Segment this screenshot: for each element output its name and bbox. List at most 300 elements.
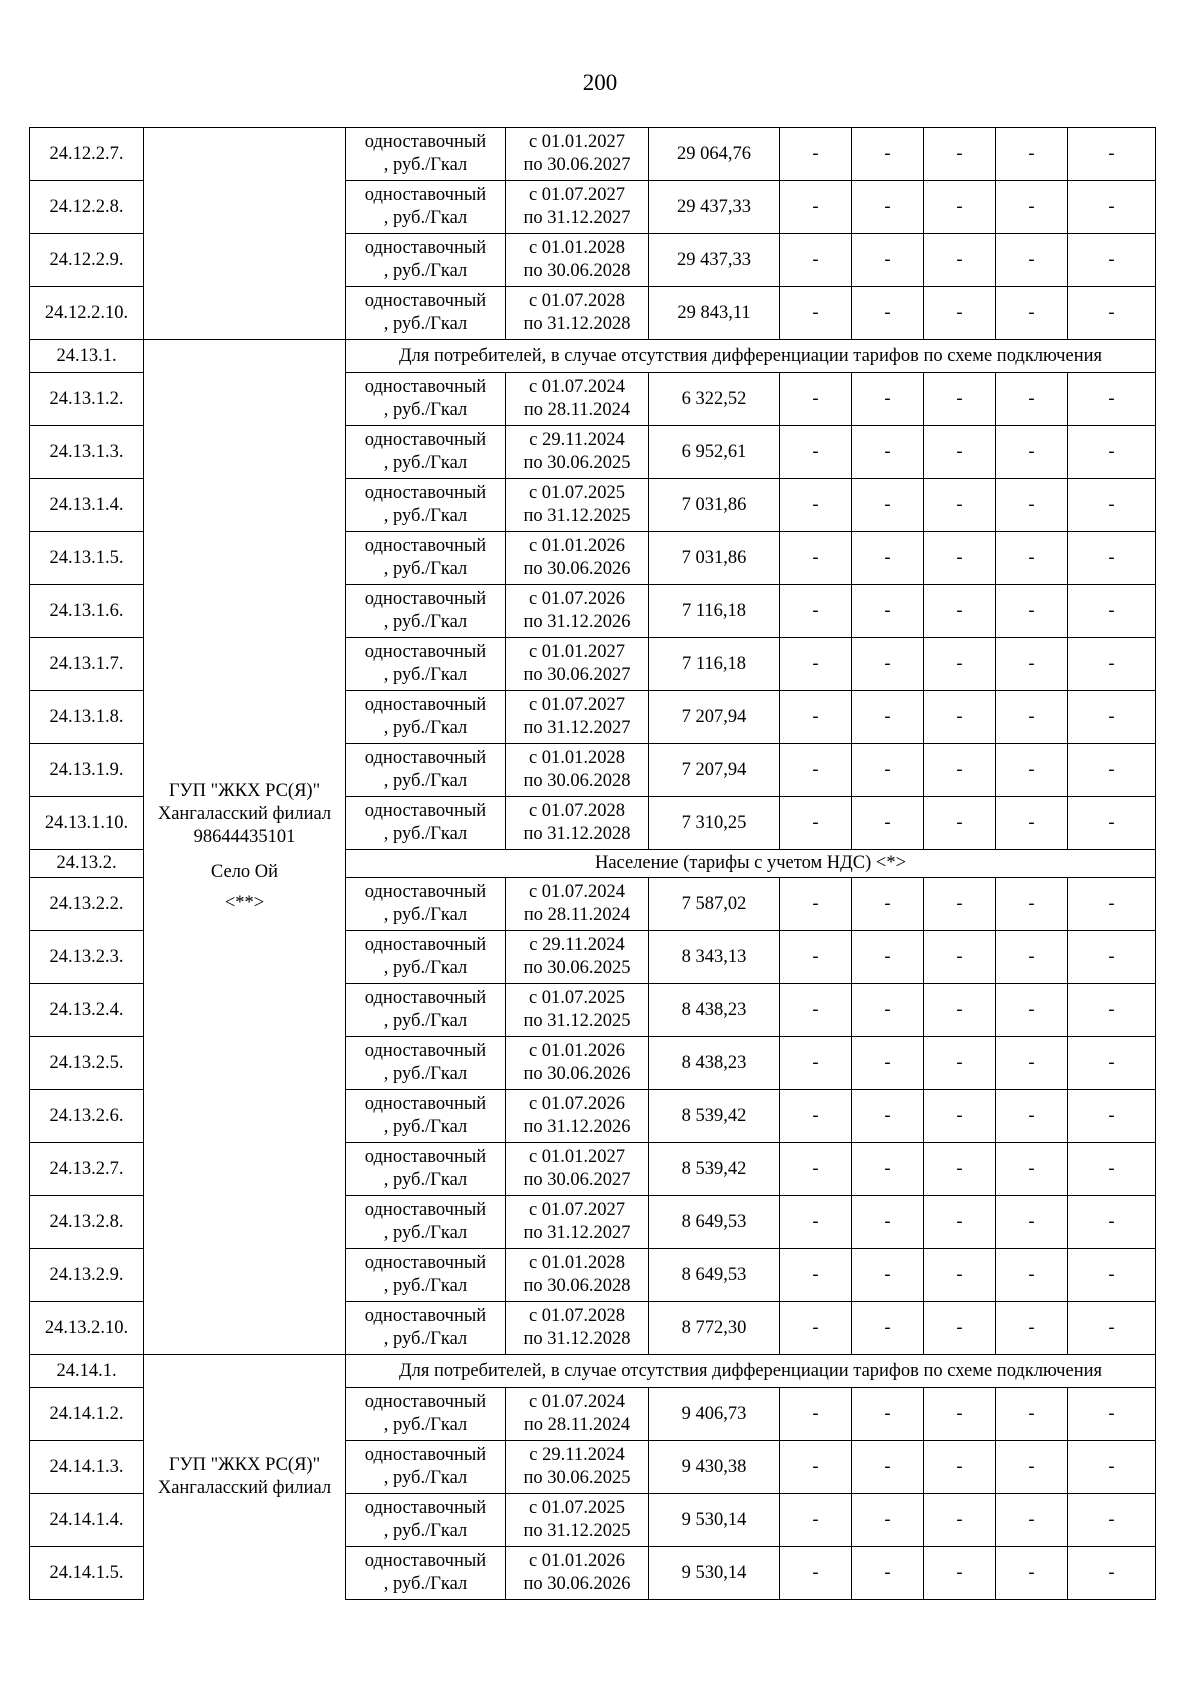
tariff-value: 9 530,14 [649,1547,780,1600]
tariff-type [346,128,506,181]
row-code: 24.12.2.8. [30,181,144,234]
empty-value-cell: - [852,1143,924,1196]
row-code: 24.13.2.5. [30,1037,144,1090]
validity-period [506,373,649,426]
empty-value-cell: - [996,878,1068,931]
tariff-type [346,1388,506,1441]
empty-value-cell: - [780,1090,852,1143]
empty-value-cell: - [852,1196,924,1249]
tariff-unit-text: , руб./Гкал [383,506,468,526]
tariff-type [346,1302,506,1355]
empty-value-cell: - [1068,638,1156,691]
section-title: Население (тарифы с учетом НДС) <*> [346,850,1156,878]
empty-value-cell: - [1068,287,1156,340]
row-code: 24.13.1.9. [30,744,144,797]
footnote-mark: <**> [224,892,265,913]
row-code: 24.14.1.5. [30,1547,144,1600]
tariff-type [346,691,506,744]
empty-value-cell: - [1068,878,1156,931]
empty-value-cell: - [1068,931,1156,984]
tariff-value: 29 064,76 [649,128,780,181]
row-code: 24.13.2.6. [30,1090,144,1143]
tariff-type-text: одноставочный [364,132,487,152]
tariff-value: 8 539,42 [649,1090,780,1143]
period-from: с 01.07.2028 [528,801,626,821]
period-from: с 01.07.2025 [528,988,626,1008]
tariff-value: 9 406,73 [649,1388,780,1441]
row-code: 24.13.1.4. [30,479,144,532]
empty-value-cell: - [924,426,996,479]
empty-value-cell: - [852,1494,924,1547]
empty-value-cell: - [852,287,924,340]
tariff-type [346,1090,506,1143]
period-from: с 01.01.2026 [528,1551,626,1571]
period-from: с 01.07.2025 [528,1498,626,1518]
empty-value-cell: - [1068,1441,1156,1494]
empty-value-cell: - [924,1547,996,1600]
tariff-type [346,931,506,984]
period-from: с 01.07.2027 [528,1200,626,1220]
empty-value-cell: - [1068,181,1156,234]
row-code: 24.13.2.9. [30,1249,144,1302]
empty-value-cell: - [780,532,852,585]
validity-period [506,744,649,797]
empty-value-cell: - [924,479,996,532]
period-to: по 31.12.2028 [523,1329,631,1349]
empty-value-cell: - [996,479,1068,532]
empty-value-cell: - [1068,373,1156,426]
tariff-unit-text: , руб./Гкал [383,314,468,334]
section-code: 24.13.2. [30,850,144,878]
empty-value-cell: - [852,984,924,1037]
empty-value-cell: - [996,532,1068,585]
empty-value-cell: - [924,1388,996,1441]
tariff-type [346,1196,506,1249]
period-to: по 30.06.2026 [523,559,631,579]
empty-value-cell: - [1068,691,1156,744]
period-to: по 30.06.2025 [523,1468,631,1488]
section-title: Для потребителей, в случае отсутствия дифференциации тарифов по схеме подключения [346,1355,1156,1388]
period-from: с 01.01.2028 [528,238,626,258]
validity-period [506,585,649,638]
tariff-unit-text: , руб./Гкал [383,718,468,738]
tariff-type-text: одноставочный [364,291,487,311]
tariff-type-text: одноставочный [364,748,487,768]
empty-value-cell: - [924,585,996,638]
validity-period [506,1494,649,1547]
row-code: 24.14.1.2. [30,1388,144,1441]
tariff-type-text: одноставочный [364,589,487,609]
tariff-value: 8 343,13 [649,931,780,984]
tariff-value: 8 649,53 [649,1196,780,1249]
empty-value-cell: - [852,1388,924,1441]
tariff-unit-text: , руб./Гкал [383,1064,468,1084]
tariff-unit-text: , руб./Гкал [383,1468,468,1488]
row-code: 24.13.2.8. [30,1196,144,1249]
empty-value-cell: - [780,373,852,426]
empty-value-cell: - [996,1388,1068,1441]
empty-value-cell: - [1068,532,1156,585]
empty-value-cell: - [780,1547,852,1600]
empty-value-cell: - [852,585,924,638]
tariff-type-text: одноставочный [364,801,487,821]
tariff-unit-text: , руб./Гкал [383,771,468,791]
empty-value-cell: - [1068,1302,1156,1355]
empty-value-cell: - [996,931,1068,984]
table-row [30,128,1156,181]
empty-value-cell: - [996,585,1068,638]
empty-value-cell: - [924,1196,996,1249]
empty-value-cell: - [852,234,924,287]
empty-value-cell: - [780,181,852,234]
empty-value-cell: - [996,1494,1068,1547]
period-to: по 30.06.2027 [523,665,631,685]
tariff-value: 9 530,14 [649,1494,780,1547]
empty-value-cell: - [780,744,852,797]
empty-value-cell: - [924,234,996,287]
validity-period [506,287,649,340]
period-to: по 30.06.2026 [523,1064,631,1084]
tariff-value: 6 952,61 [649,426,780,479]
tariff-value: 29 437,33 [649,181,780,234]
empty-value-cell: - [924,1302,996,1355]
empty-value-cell: - [924,1494,996,1547]
empty-value-cell: - [780,1249,852,1302]
period-from: с 01.01.2028 [528,748,626,768]
row-code: 24.12.2.9. [30,234,144,287]
empty-value-cell: - [996,1143,1068,1196]
empty-value-cell: - [852,426,924,479]
period-from: с 01.01.2027 [528,132,626,152]
tariff-value: 7 031,86 [649,479,780,532]
empty-value-cell: - [1068,1547,1156,1600]
empty-value-cell: - [996,638,1068,691]
empty-value-cell: - [780,1388,852,1441]
empty-value-cell: - [996,287,1068,340]
tariff-type-text: одноставочный [364,1094,487,1114]
empty-value-cell: - [1068,1388,1156,1441]
period-from: с 01.07.2024 [528,1392,626,1412]
tariff-type [346,1494,506,1547]
validity-period [506,128,649,181]
row-code: 24.13.2.2. [30,878,144,931]
empty-value-cell: - [924,878,996,931]
tariff-type-text: одноставочный [364,377,487,397]
tariff-type-text: одноставочный [364,1498,487,1518]
empty-value-cell: - [780,1037,852,1090]
period-from: с 01.07.2024 [528,882,626,902]
validity-period [506,1441,649,1494]
tariff-type [346,585,506,638]
empty-value-cell: - [852,1090,924,1143]
section-code: 24.14.1. [30,1355,144,1388]
tariff-unit-text: , руб./Гкал [383,665,468,685]
empty-value-cell: - [924,1249,996,1302]
tariff-value: 7 116,18 [649,585,780,638]
validity-period [506,426,649,479]
tariff-unit-text: , руб./Гкал [383,400,468,420]
empty-value-cell: - [852,638,924,691]
tariff-value: 9 430,38 [649,1441,780,1494]
empty-value-cell: - [924,128,996,181]
period-from: с 01.07.2024 [528,377,626,397]
validity-period [506,1547,649,1600]
tariff-unit-text: , руб./Гкал [383,155,468,175]
empty-value-cell: - [924,797,996,850]
tariff-type-text: одноставочный [364,695,487,715]
tariff-unit-text: , руб./Гкал [383,1170,468,1190]
tariff-value: 7 116,18 [649,638,780,691]
period-to: по 28.11.2024 [523,400,631,420]
empty-value-cell: - [852,1302,924,1355]
period-from: с 01.07.2027 [528,695,626,715]
validity-period [506,1143,649,1196]
tariff-value: 8 438,23 [649,1037,780,1090]
empty-value-cell: - [996,1249,1068,1302]
tariff-type [346,1441,506,1494]
empty-value-cell: - [780,1196,852,1249]
validity-period [506,691,649,744]
period-from: с 29.11.2024 [529,1445,625,1465]
validity-period [506,931,649,984]
validity-period [506,479,649,532]
period-to: по 30.06.2028 [523,771,631,791]
empty-value-cell: - [924,1037,996,1090]
tariff-type [346,878,506,931]
validity-period [506,984,649,1037]
row-code: 24.13.2.10. [30,1302,144,1355]
empty-value-cell: - [780,1494,852,1547]
empty-value-cell: - [1068,585,1156,638]
tariff-type [346,1249,506,1302]
period-from: с 01.01.2027 [528,1147,626,1167]
period-from: с 01.01.2027 [528,642,626,662]
period-from: с 01.07.2026 [528,1094,626,1114]
empty-value-cell: - [996,1037,1068,1090]
period-from: с 01.01.2026 [528,536,626,556]
tariff-type-text: одноставочный [364,1392,487,1412]
tariff-value: 8 438,23 [649,984,780,1037]
period-from: с 01.01.2026 [528,1041,626,1061]
empty-value-cell: - [780,1302,852,1355]
tariff-unit-text: , руб./Гкал [383,1521,468,1541]
empty-value-cell: - [780,234,852,287]
empty-value-cell: - [780,128,852,181]
organization-cell [144,1355,346,1600]
tariff-type [346,797,506,850]
empty-value-cell: - [996,984,1068,1037]
tariff-type-text: одноставочный [364,238,487,258]
tariff-unit-text: , руб./Гкал [383,1574,468,1594]
period-to: по 30.06.2025 [523,958,631,978]
period-to: по 30.06.2027 [523,1170,631,1190]
validity-period [506,1302,649,1355]
validity-period [506,797,649,850]
tariff-unit-text: , руб./Гкал [383,1415,468,1435]
empty-value-cell: - [852,479,924,532]
empty-value-cell: - [996,1302,1068,1355]
empty-value-cell: - [852,878,924,931]
tariff-table-body [30,128,1156,1600]
empty-value-cell: - [852,128,924,181]
period-from: с 01.07.2027 [528,185,626,205]
tariff-unit-text: , руб./Гкал [383,612,468,632]
period-to: по 31.12.2025 [523,1521,631,1541]
empty-value-cell: - [924,287,996,340]
empty-value-cell: - [852,1547,924,1600]
empty-value-cell: - [1068,1249,1156,1302]
empty-value-cell: - [780,1441,852,1494]
validity-period [506,638,649,691]
empty-value-cell: - [924,1143,996,1196]
empty-value-cell: - [780,479,852,532]
tariff-value: 7 310,25 [649,797,780,850]
tariff-type-text: одноставочный [364,185,487,205]
row-code: 24.13.1.5. [30,532,144,585]
empty-value-cell: - [1068,1494,1156,1547]
tariff-type [346,532,506,585]
period-from: с 01.07.2028 [528,291,626,311]
empty-value-cell: - [1068,1037,1156,1090]
empty-value-cell: - [996,373,1068,426]
tariff-type [346,1143,506,1196]
validity-period [506,878,649,931]
tariff-unit-text: , руб./Гкал [383,824,468,844]
tariff-type [346,638,506,691]
row-code: 24.14.1.3. [30,1441,144,1494]
empty-value-cell: - [996,426,1068,479]
empty-value-cell: - [1068,479,1156,532]
row-code: 24.12.2.7. [30,128,144,181]
period-to: по 31.12.2026 [523,1117,631,1137]
row-code: 24.13.2.4. [30,984,144,1037]
tariff-type [346,1547,506,1600]
page-number: 200 [582,70,618,95]
tariff-type-text: одноставочный [364,988,487,1008]
empty-value-cell: - [780,878,852,931]
tariff-type-text: одноставочный [364,1445,487,1465]
tariff-type-text: одноставочный [364,536,487,556]
row-code: 24.13.1.3. [30,426,144,479]
tariff-type [346,234,506,287]
tariff-type [346,181,506,234]
empty-value-cell: - [780,585,852,638]
empty-value-cell: - [996,1196,1068,1249]
period-from: с 29.11.2024 [529,935,625,955]
period-to: по 30.06.2028 [523,261,631,281]
tariff-unit-text: , руб./Гкал [383,958,468,978]
empty-value-cell: - [780,1143,852,1196]
section-header-row [30,1355,1156,1388]
tariff-unit-text: , руб./Гкал [383,1011,468,1031]
empty-value-cell: - [924,181,996,234]
tariff-value: 7 207,94 [649,744,780,797]
empty-value-cell: - [924,744,996,797]
tariff-value: 7 031,86 [649,532,780,585]
organization-oktmo-code: 98644435101 [193,826,296,847]
empty-value-cell: - [780,797,852,850]
empty-value-cell: - [780,984,852,1037]
organization-name: ГУП "ЖКХ РС(Я)" Хангаласский филиал [157,1455,332,1499]
tariff-unit-text: , руб./Гкал [383,453,468,473]
empty-value-cell: - [1068,797,1156,850]
empty-value-cell: - [780,691,852,744]
row-code: 24.13.1.8. [30,691,144,744]
period-to: по 31.12.2025 [523,506,631,526]
period-to: по 30.06.2027 [523,155,631,175]
empty-value-cell: - [924,1090,996,1143]
validity-period [506,234,649,287]
empty-value-cell: - [780,638,852,691]
tariff-value: 7 587,02 [649,878,780,931]
tariff-type-text: одноставочный [364,1041,487,1061]
empty-value-cell: - [1068,744,1156,797]
tariff-type-text: одноставочный [364,1306,487,1326]
empty-value-cell: - [996,1090,1068,1143]
tariff-type [346,1037,506,1090]
validity-period [506,1037,649,1090]
tariff-value: 8 649,53 [649,1249,780,1302]
period-to: по 31.12.2027 [523,208,631,228]
period-from: с 01.07.2026 [528,589,626,609]
tariff-unit-text: , руб./Гкал [383,1276,468,1296]
tariff-type-text: одноставочный [364,1551,487,1571]
period-from: с 01.01.2028 [528,1253,626,1273]
row-code: 24.13.1.10. [30,797,144,850]
period-to: по 31.12.2027 [523,1223,631,1243]
empty-value-cell: - [996,1441,1068,1494]
period-to: по 31.12.2028 [523,314,631,334]
tariff-unit-text: , руб./Гкал [383,1329,468,1349]
tariff-type-text: одноставочный [364,430,487,450]
organization-name: ГУП "ЖКХ РС(Я)" Хангаласский филиал [157,780,332,824]
period-to: по 31.12.2026 [523,612,631,632]
tariff-value: 29 843,11 [649,287,780,340]
empty-value-cell: - [924,373,996,426]
tariff-type-text: одноставочный [364,935,487,955]
empty-value-cell: - [1068,426,1156,479]
tariff-type [346,744,506,797]
empty-value-cell: - [852,1441,924,1494]
empty-value-cell: - [996,797,1068,850]
empty-value-cell: - [996,234,1068,287]
empty-value-cell: - [852,797,924,850]
section-title: Для потребителей, в случае отсутствия дифференциации тарифов по схеме подключения [346,340,1156,373]
empty-value-cell: - [996,691,1068,744]
tariff-value: 29 437,33 [649,234,780,287]
tariff-unit-text: , руб./Гкал [383,261,468,281]
empty-value-cell: - [852,691,924,744]
empty-value-cell: - [852,744,924,797]
empty-value-cell: - [924,1441,996,1494]
tariff-type [346,373,506,426]
period-to: по 30.06.2025 [523,453,631,473]
empty-value-cell: - [1068,128,1156,181]
period-from: с 01.07.2028 [528,1306,626,1326]
empty-value-cell: - [996,1547,1068,1600]
tariff-type-text: одноставочный [364,642,487,662]
empty-value-cell: - [780,287,852,340]
empty-value-cell: - [924,691,996,744]
row-code: 24.13.2.7. [30,1143,144,1196]
empty-value-cell: - [996,128,1068,181]
tariff-unit-text: , руб./Гкал [383,1223,468,1243]
period-to: по 28.11.2024 [523,1415,631,1435]
section-code: 24.13.1. [30,340,144,373]
empty-value-cell: - [996,744,1068,797]
empty-value-cell: - [1068,984,1156,1037]
empty-value-cell: - [852,532,924,585]
